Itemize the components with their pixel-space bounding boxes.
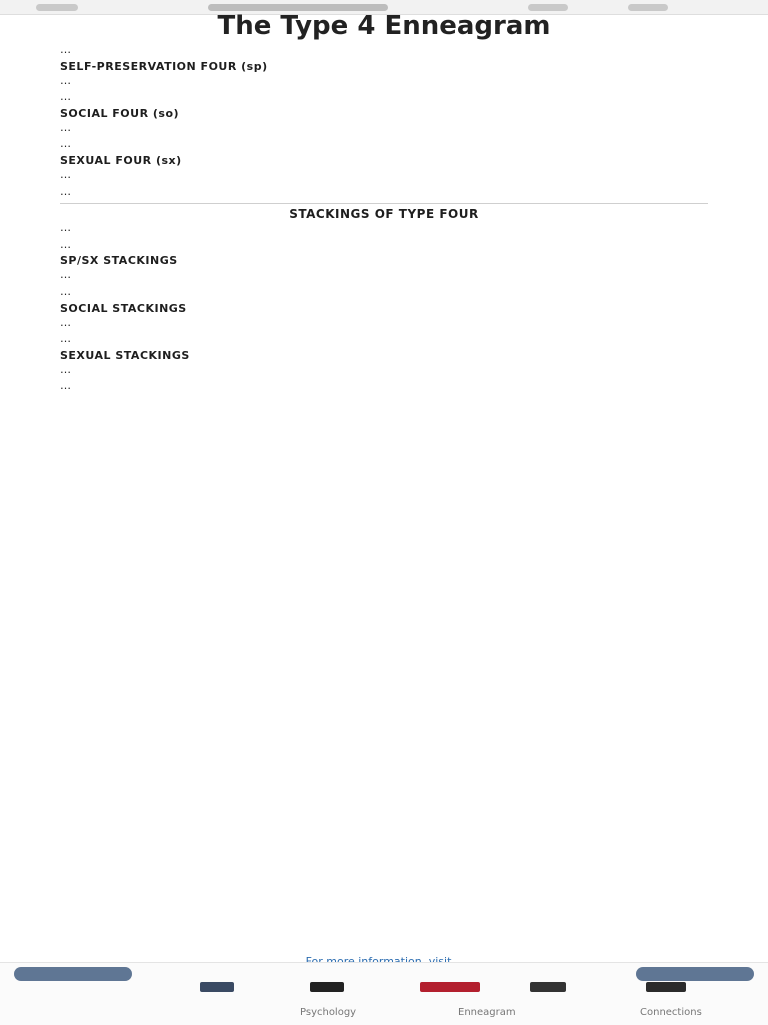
section-list <box>60 61 708 392</box>
search-icon[interactable] <box>528 4 568 11</box>
section-heading: SOCIAL FOUR (so) <box>60 106 180 120</box>
share-twitter-icon[interactable] <box>310 982 344 992</box>
section-paragraph: … <box>60 221 71 235</box>
section-paragraph: … <box>60 167 71 181</box>
section-paragraph: … <box>60 184 71 198</box>
prev-button[interactable] <box>14 967 132 981</box>
tag-row <box>0 1007 768 1019</box>
section-paragraph: … <box>60 315 71 329</box>
section-paragraph: … <box>60 120 71 134</box>
share-facebook-icon[interactable] <box>200 982 234 992</box>
share-email-icon[interactable] <box>530 982 566 992</box>
article-content <box>60 14 708 954</box>
menu-icon[interactable] <box>36 4 78 11</box>
section-heading: SEXUAL STACKINGS <box>60 348 190 362</box>
bottom-nav <box>0 962 768 1025</box>
section-paragraph: … <box>60 362 71 376</box>
section-heading: STACKINGS OF TYPE FOUR <box>60 203 708 220</box>
section-heading: SEXUAL FOUR (sx) <box>60 153 182 167</box>
section-paragraph: … <box>60 268 71 282</box>
section-paragraph: … <box>60 332 71 346</box>
intro-paragraph: … <box>60 43 71 56</box>
section-heading: SELF-PRESERVATION FOUR (sp) <box>60 59 268 73</box>
page-title: The Type 4 Enneagram <box>217 14 551 41</box>
top-bar <box>0 0 768 15</box>
tag-item[interactable]: Connections <box>640 1007 702 1018</box>
section-heading: SP/SX STACKINGS <box>60 254 178 268</box>
section-paragraph: … <box>60 90 71 104</box>
tag-item[interactable]: Enneagram <box>458 1007 516 1018</box>
section-paragraph: … <box>60 237 71 251</box>
more-icon[interactable] <box>628 4 668 11</box>
section-paragraph: … <box>60 137 71 151</box>
share-row <box>0 982 768 996</box>
share-more-icon[interactable] <box>646 982 686 992</box>
next-button[interactable] <box>636 967 754 981</box>
section-paragraph: … <box>60 284 71 298</box>
section-paragraph: … <box>60 73 71 87</box>
tag-item[interactable]: Psychology <box>300 1007 357 1018</box>
section-paragraph: … <box>60 379 71 393</box>
section-heading: SOCIAL STACKINGS <box>60 301 187 315</box>
tab-indicator[interactable] <box>208 4 388 11</box>
share-pinterest-icon[interactable] <box>420 982 480 992</box>
